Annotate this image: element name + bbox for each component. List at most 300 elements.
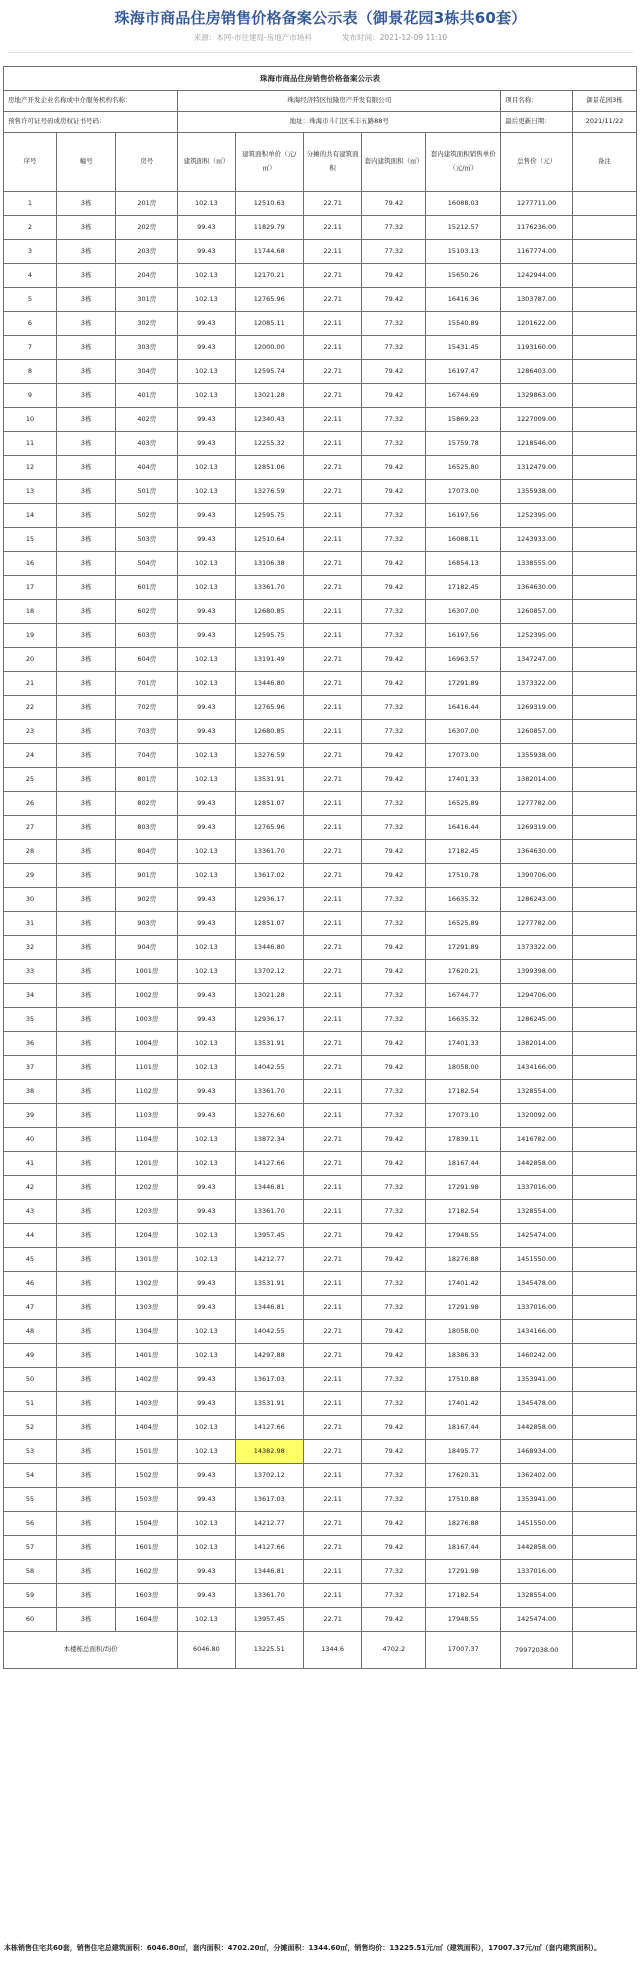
table-cell bbox=[572, 1560, 636, 1584]
table-cell: 79.42 bbox=[362, 1320, 426, 1344]
table-cell: 102.13 bbox=[178, 384, 235, 408]
table-cell: 22.11 bbox=[303, 720, 361, 744]
table-cell: 12680.85 bbox=[235, 720, 303, 744]
table-cell bbox=[572, 1608, 636, 1632]
table-cell: 102.13 bbox=[178, 1344, 235, 1368]
table-cell: 77.32 bbox=[362, 240, 426, 264]
table-cell: 1353941.00 bbox=[501, 1488, 573, 1512]
table-cell: 3 bbox=[4, 240, 57, 264]
table-cell: 99.43 bbox=[178, 312, 235, 336]
table-cell: 1373322.00 bbox=[501, 936, 573, 960]
table-cell: 59 bbox=[4, 1584, 57, 1608]
table-cell: 47 bbox=[4, 1296, 57, 1320]
table-cell: 13021.28 bbox=[235, 984, 303, 1008]
table-cell: 79.42 bbox=[362, 288, 426, 312]
header-inner-price: 套内建筑面积销售单价（元/㎡） bbox=[426, 133, 501, 192]
summary-area: 6046.80㎡ bbox=[146, 1944, 186, 1952]
table-row bbox=[4, 1056, 637, 1080]
table-cell: 13702.12 bbox=[235, 960, 303, 984]
table-cell: 12595.75 bbox=[235, 624, 303, 648]
table-cell: 15650.26 bbox=[426, 264, 501, 288]
project-name: 御景花园3栋 bbox=[572, 91, 636, 112]
table-cell bbox=[572, 192, 636, 216]
table-cell: 6 bbox=[4, 312, 57, 336]
table-cell: 12680.85 bbox=[235, 600, 303, 624]
table-cell: 77.32 bbox=[362, 720, 426, 744]
table-cell: 12851.06 bbox=[235, 456, 303, 480]
table-cell: 27 bbox=[4, 816, 57, 840]
table-cell: 22.11 bbox=[303, 792, 361, 816]
table-cell: 99.43 bbox=[178, 1104, 235, 1128]
table-cell: 23 bbox=[4, 720, 57, 744]
table-cell: 102.13 bbox=[178, 456, 235, 480]
table-cell: 1347247.00 bbox=[501, 648, 573, 672]
table-cell: 3栋 bbox=[56, 1368, 116, 1392]
table-cell: 22.71 bbox=[303, 288, 361, 312]
table-cell: 13531.91 bbox=[235, 1272, 303, 1296]
table-cell: 79.42 bbox=[362, 360, 426, 384]
table-cell: 99.43 bbox=[178, 600, 235, 624]
table-cell: 55 bbox=[4, 1488, 57, 1512]
table-cell: 801房 bbox=[116, 768, 178, 792]
table-cell: 1202房 bbox=[116, 1176, 178, 1200]
table-cell: 12595.75 bbox=[235, 504, 303, 528]
table-cell: 1328554.00 bbox=[501, 1584, 573, 1608]
table-cell: 16635.32 bbox=[426, 888, 501, 912]
table-cell: 11744.68 bbox=[235, 240, 303, 264]
table-cell: 1416782.00 bbox=[501, 1128, 573, 1152]
table-cell: 14297.88 bbox=[235, 1344, 303, 1368]
table-cell: 17510.88 bbox=[426, 1368, 501, 1392]
table-cell: 504房 bbox=[116, 552, 178, 576]
table-cell: 1252395.00 bbox=[501, 624, 573, 648]
table-cell: 58 bbox=[4, 1560, 57, 1584]
table-cell: 102.13 bbox=[178, 264, 235, 288]
table-cell: 79.42 bbox=[362, 672, 426, 696]
table-cell: 3栋 bbox=[56, 456, 116, 480]
table-cell: 25 bbox=[4, 768, 57, 792]
table-cell: 17620.21 bbox=[426, 960, 501, 984]
table-cell: 102.13 bbox=[178, 288, 235, 312]
table-cell: 79.42 bbox=[362, 1032, 426, 1056]
table-cell: 22 bbox=[4, 696, 57, 720]
table-cell: 22.11 bbox=[303, 1272, 361, 1296]
table-row bbox=[4, 1416, 637, 1440]
table-cell: 99.43 bbox=[178, 1296, 235, 1320]
summary-area-label: ，销售住宅总建筑面积： bbox=[69, 1944, 147, 1952]
table-cell: 22.71 bbox=[303, 1536, 361, 1560]
table-cell: 77.32 bbox=[362, 528, 426, 552]
table-cell: 3栋 bbox=[56, 816, 116, 840]
table-cell: 1502房 bbox=[116, 1464, 178, 1488]
table-cell: 1201房 bbox=[116, 1152, 178, 1176]
table-cell: 22.11 bbox=[303, 1368, 361, 1392]
table-cell: 1382014.00 bbox=[501, 768, 573, 792]
table-cell: 17182.54 bbox=[426, 1584, 501, 1608]
table-cell: 1302房 bbox=[116, 1272, 178, 1296]
table-row bbox=[4, 216, 637, 240]
table-cell: 77.32 bbox=[362, 1392, 426, 1416]
table-cell: 79.42 bbox=[362, 768, 426, 792]
table-row bbox=[4, 720, 637, 744]
table-cell: 99.43 bbox=[178, 336, 235, 360]
table-cell: 1277711.00 bbox=[501, 192, 573, 216]
table-cell: 3栋 bbox=[56, 600, 116, 624]
table-cell bbox=[572, 1440, 636, 1464]
table-cell: 17182.54 bbox=[426, 1080, 501, 1104]
table-cell: 16088.11 bbox=[426, 528, 501, 552]
table-cell: 3栋 bbox=[56, 1104, 116, 1128]
table-cell: 102.13 bbox=[178, 576, 235, 600]
table-cell: 1337016.00 bbox=[501, 1296, 573, 1320]
table-cell: 1260857.00 bbox=[501, 720, 573, 744]
table-cell: 3栋 bbox=[56, 1440, 116, 1464]
summary-inner: 4702.20㎡ bbox=[227, 1944, 267, 1952]
table-cell bbox=[572, 480, 636, 504]
table-cell: 3栋 bbox=[56, 1320, 116, 1344]
table-cell: 102.13 bbox=[178, 1152, 235, 1176]
table-cell: 102.13 bbox=[178, 1536, 235, 1560]
table-cell: 1101房 bbox=[116, 1056, 178, 1080]
table-cell bbox=[572, 840, 636, 864]
table-cell: 79.42 bbox=[362, 1608, 426, 1632]
table-cell: 3栋 bbox=[56, 480, 116, 504]
table-cell: 22.11 bbox=[303, 1104, 361, 1128]
table-cell bbox=[572, 1080, 636, 1104]
table-cell: 99.43 bbox=[178, 1200, 235, 1224]
table-cell: 13446.80 bbox=[235, 936, 303, 960]
table-cell: 99.43 bbox=[178, 1080, 235, 1104]
table-cell: 22.11 bbox=[303, 408, 361, 432]
table-cell: 79.42 bbox=[362, 264, 426, 288]
table-row bbox=[4, 408, 637, 432]
table-cell: 77.32 bbox=[362, 912, 426, 936]
table-cell: 77.32 bbox=[362, 1176, 426, 1200]
table-cell: 17073.00 bbox=[426, 744, 501, 768]
table-cell: 22.11 bbox=[303, 1584, 361, 1608]
table-cell: 16416.36 bbox=[426, 288, 501, 312]
table-cell bbox=[572, 1152, 636, 1176]
table-cell: 5 bbox=[4, 288, 57, 312]
table-cell: 16525.89 bbox=[426, 792, 501, 816]
table-cell: 7 bbox=[4, 336, 57, 360]
table-cell: 22.71 bbox=[303, 1224, 361, 1248]
table-cell: 8 bbox=[4, 360, 57, 384]
table-cell: 12340.43 bbox=[235, 408, 303, 432]
table-cell: 13361.70 bbox=[235, 1200, 303, 1224]
table-cell: 404房 bbox=[116, 456, 178, 480]
table-cell: 17182.45 bbox=[426, 840, 501, 864]
table-cell: 99.43 bbox=[178, 720, 235, 744]
table-cell: 22.71 bbox=[303, 768, 361, 792]
table-cell: 17401.33 bbox=[426, 768, 501, 792]
table-cell: 22.11 bbox=[303, 888, 361, 912]
table-cell: 102.13 bbox=[178, 192, 235, 216]
table-cell: 37 bbox=[4, 1056, 57, 1080]
table-row bbox=[4, 336, 637, 360]
table-row bbox=[4, 1032, 637, 1056]
table-cell: 79.42 bbox=[362, 1248, 426, 1272]
table-row bbox=[4, 1224, 637, 1248]
table-cell: 50 bbox=[4, 1368, 57, 1392]
table-cell: 303房 bbox=[116, 336, 178, 360]
table-cell: 43 bbox=[4, 1200, 57, 1224]
table-cell: 1337016.00 bbox=[501, 1560, 573, 1584]
table-cell: 22.71 bbox=[303, 960, 361, 984]
table-cell: 16744.69 bbox=[426, 384, 501, 408]
table-cell: 22.11 bbox=[303, 1080, 361, 1104]
table-cell: 12765.96 bbox=[235, 288, 303, 312]
table-cell: 15 bbox=[4, 528, 57, 552]
table-row bbox=[4, 552, 637, 576]
table-cell: 16088.03 bbox=[426, 192, 501, 216]
table-cell bbox=[572, 1296, 636, 1320]
table-cell: 22.11 bbox=[303, 1200, 361, 1224]
table-cell: 1242944.00 bbox=[501, 264, 573, 288]
table-cell: 3栋 bbox=[56, 384, 116, 408]
table-cell: 22.71 bbox=[303, 1512, 361, 1536]
table-cell bbox=[572, 1200, 636, 1224]
summary-avg-inner: 17007.37元/㎡ bbox=[488, 1944, 542, 1952]
table-cell: 102.13 bbox=[178, 1056, 235, 1080]
updated-label: 最后更新日期： bbox=[501, 112, 573, 133]
table-cell: 77.32 bbox=[362, 792, 426, 816]
table-row bbox=[4, 648, 637, 672]
table-cell: 77.32 bbox=[362, 336, 426, 360]
table-cell bbox=[572, 984, 636, 1008]
table-cell: 99.43 bbox=[178, 1584, 235, 1608]
table-cell: 22.11 bbox=[303, 528, 361, 552]
table-cell: 1269319.00 bbox=[501, 696, 573, 720]
table-cell bbox=[572, 960, 636, 984]
table-cell: 17 bbox=[4, 576, 57, 600]
table-cell: 17401.33 bbox=[426, 1032, 501, 1056]
table-cell: 17401.42 bbox=[426, 1392, 501, 1416]
table-cell: 22.71 bbox=[303, 840, 361, 864]
table-cell: 301房 bbox=[116, 288, 178, 312]
table-cell: 22.71 bbox=[303, 744, 361, 768]
table-cell: 1442858.00 bbox=[501, 1416, 573, 1440]
table-cell: 79.42 bbox=[362, 576, 426, 600]
table-cell bbox=[572, 648, 636, 672]
table-cell: 14042.55 bbox=[235, 1320, 303, 1344]
table-cell: 13276.60 bbox=[235, 1104, 303, 1128]
totals-label: 本楼栋总面积/均价 bbox=[4, 1632, 178, 1669]
table-cell: 1260857.00 bbox=[501, 600, 573, 624]
table-cell: 1167774.00 bbox=[501, 240, 573, 264]
table-cell: 99.43 bbox=[178, 624, 235, 648]
table-row bbox=[4, 1608, 637, 1632]
table-cell: 3栋 bbox=[56, 1512, 116, 1536]
table-cell: 1355938.00 bbox=[501, 480, 573, 504]
table-row bbox=[4, 1320, 637, 1344]
table-cell: 18276.88 bbox=[426, 1248, 501, 1272]
table-cell: 13446.80 bbox=[235, 672, 303, 696]
header-total-price: 总售价（元） bbox=[501, 133, 573, 192]
table-cell: 603房 bbox=[116, 624, 178, 648]
table-cell: 18 bbox=[4, 600, 57, 624]
table-cell: 17073.00 bbox=[426, 480, 501, 504]
summary-text bbox=[4, 1940, 636, 1957]
table-cell: 99.43 bbox=[178, 504, 235, 528]
table-cell: 99.43 bbox=[178, 1008, 235, 1032]
table-cell: 3栋 bbox=[56, 1008, 116, 1032]
table-cell: 13106.38 bbox=[235, 552, 303, 576]
table-cell bbox=[572, 1104, 636, 1128]
table-cell: 3栋 bbox=[56, 1200, 116, 1224]
table-cell: 22.71 bbox=[303, 1320, 361, 1344]
table-cell: 1286243.00 bbox=[501, 888, 573, 912]
table-cell: 13276.59 bbox=[235, 480, 303, 504]
table-row bbox=[4, 960, 637, 984]
table-cell: 57 bbox=[4, 1536, 57, 1560]
table-cell: 13617.02 bbox=[235, 864, 303, 888]
table-cell bbox=[572, 528, 636, 552]
table-cell bbox=[572, 360, 636, 384]
table-cell: 22.71 bbox=[303, 864, 361, 888]
table-row bbox=[4, 912, 637, 936]
table-cell: 22.11 bbox=[303, 312, 361, 336]
table-cell: 13446.81 bbox=[235, 1296, 303, 1320]
table-cell: 1373322.00 bbox=[501, 672, 573, 696]
table-cell: 79.42 bbox=[362, 1416, 426, 1440]
table-cell: 3栋 bbox=[56, 1032, 116, 1056]
summary-inner-label: ，套内面积： bbox=[185, 1944, 228, 1952]
table-cell bbox=[572, 384, 636, 408]
table-cell bbox=[572, 1008, 636, 1032]
table-row bbox=[4, 864, 637, 888]
totals-remark bbox=[572, 1632, 636, 1669]
table-cell bbox=[572, 816, 636, 840]
table-cell: 60 bbox=[4, 1608, 57, 1632]
table-cell bbox=[572, 1584, 636, 1608]
table-row bbox=[4, 1152, 637, 1176]
table-cell: 31 bbox=[4, 912, 57, 936]
table-cell: 13361.70 bbox=[235, 840, 303, 864]
table-cell: 201房 bbox=[116, 192, 178, 216]
table-cell bbox=[572, 720, 636, 744]
table-cell: 14127.66 bbox=[235, 1152, 303, 1176]
table-cell: 16525.80 bbox=[426, 456, 501, 480]
table-cell: 14212.77 bbox=[235, 1512, 303, 1536]
table-cell: 13957.45 bbox=[235, 1224, 303, 1248]
table-cell: 33 bbox=[4, 960, 57, 984]
table-cell: 1328554.00 bbox=[501, 1080, 573, 1104]
table-cell: 12936.17 bbox=[235, 888, 303, 912]
table-cell: 22.71 bbox=[303, 264, 361, 288]
table-cell: 1176236.00 bbox=[501, 216, 573, 240]
table-cell bbox=[572, 1272, 636, 1296]
table-cell: 13531.91 bbox=[235, 1032, 303, 1056]
summary-avg: 13225.51元/㎡ bbox=[389, 1944, 443, 1952]
header-inner-area: 套内建筑面积（㎡） bbox=[362, 133, 426, 192]
table-cell bbox=[572, 288, 636, 312]
table-cell: 1269319.00 bbox=[501, 816, 573, 840]
header-seq: 序号 bbox=[4, 133, 57, 192]
table-cell: 102.13 bbox=[178, 1440, 235, 1464]
table-cell: 77.32 bbox=[362, 216, 426, 240]
table-cell: 12936.17 bbox=[235, 1008, 303, 1032]
table-cell: 12 bbox=[4, 456, 57, 480]
table-cell: 1103房 bbox=[116, 1104, 178, 1128]
table-cell: 3栋 bbox=[56, 552, 116, 576]
table-cell: 35 bbox=[4, 1008, 57, 1032]
table-cell: 22.11 bbox=[303, 336, 361, 360]
permit-label: 预售许可证号码或房权证书号码： bbox=[4, 112, 178, 133]
table-cell: 1364630.00 bbox=[501, 840, 573, 864]
table-cell: 3栋 bbox=[56, 936, 116, 960]
table-cell: 1303房 bbox=[116, 1296, 178, 1320]
table-cell: 22.11 bbox=[303, 504, 361, 528]
table-cell: 3栋 bbox=[56, 312, 116, 336]
table-cell: 22.71 bbox=[303, 1416, 361, 1440]
table-cell: 3栋 bbox=[56, 792, 116, 816]
table-cell: 22.11 bbox=[303, 624, 361, 648]
table-cell: 18276.88 bbox=[426, 1512, 501, 1536]
table-cell: 22.71 bbox=[303, 1056, 361, 1080]
table-row bbox=[4, 240, 637, 264]
table-cell: 3栋 bbox=[56, 1392, 116, 1416]
table-cell: 3栋 bbox=[56, 960, 116, 984]
permit-row bbox=[4, 112, 637, 133]
table-cell: 402房 bbox=[116, 408, 178, 432]
table-cell: 16 bbox=[4, 552, 57, 576]
table-cell: 3栋 bbox=[56, 1416, 116, 1440]
table-cell: 1320092.00 bbox=[501, 1104, 573, 1128]
table-cell bbox=[572, 240, 636, 264]
developer-name: 珠海经济特区恒隆房产开发有限公司 bbox=[178, 91, 501, 112]
table-row bbox=[4, 936, 637, 960]
table-cell bbox=[572, 1464, 636, 1488]
table-cell: 12851.07 bbox=[235, 912, 303, 936]
table-cell: 13276.59 bbox=[235, 744, 303, 768]
table-cell: 15759.78 bbox=[426, 432, 501, 456]
table-cell: 3栋 bbox=[56, 1296, 116, 1320]
table-row bbox=[4, 744, 637, 768]
table-cell: 1353941.00 bbox=[501, 1368, 573, 1392]
table-cell bbox=[572, 552, 636, 576]
table-cell: 54 bbox=[4, 1464, 57, 1488]
table-cell: 15540.89 bbox=[426, 312, 501, 336]
table-title-row bbox=[4, 67, 637, 91]
table-cell: 22.71 bbox=[303, 672, 361, 696]
table-cell: 16525.89 bbox=[426, 912, 501, 936]
summary-shared: 1344.60㎡ bbox=[308, 1944, 348, 1952]
table-cell: 30 bbox=[4, 888, 57, 912]
summary-avg-inner-basis: （套内建筑面积）。 bbox=[541, 1944, 602, 1952]
header-building: 幢号 bbox=[56, 133, 116, 192]
table-cell: 3栋 bbox=[56, 1248, 116, 1272]
table-cell: 1503房 bbox=[116, 1488, 178, 1512]
table-cell: 13872.34 bbox=[235, 1128, 303, 1152]
table-cell: 13361.70 bbox=[235, 576, 303, 600]
developer-label: 房地产开发企业名称或中介服务机构名称： bbox=[4, 91, 178, 112]
table-cell: 1252395.00 bbox=[501, 504, 573, 528]
table-cell: 17291.98 bbox=[426, 1560, 501, 1584]
table-cell: 22.71 bbox=[303, 480, 361, 504]
table-cell: 3栋 bbox=[56, 408, 116, 432]
table-cell: 3栋 bbox=[56, 864, 116, 888]
page-title: 珠海市商品住房销售价格备案公示表（御景花园3栋共60套） bbox=[114, 9, 527, 27]
table-cell: 3栋 bbox=[56, 1344, 116, 1368]
table-cell: 13702.12 bbox=[235, 1464, 303, 1488]
table-cell: 22.11 bbox=[303, 984, 361, 1008]
table-cell: 17073.10 bbox=[426, 1104, 501, 1128]
table-cell: 3栋 bbox=[56, 840, 116, 864]
table-row bbox=[4, 528, 637, 552]
table-cell: 77.32 bbox=[362, 696, 426, 720]
totals-unit-price: 13225.51 bbox=[235, 1632, 303, 1669]
